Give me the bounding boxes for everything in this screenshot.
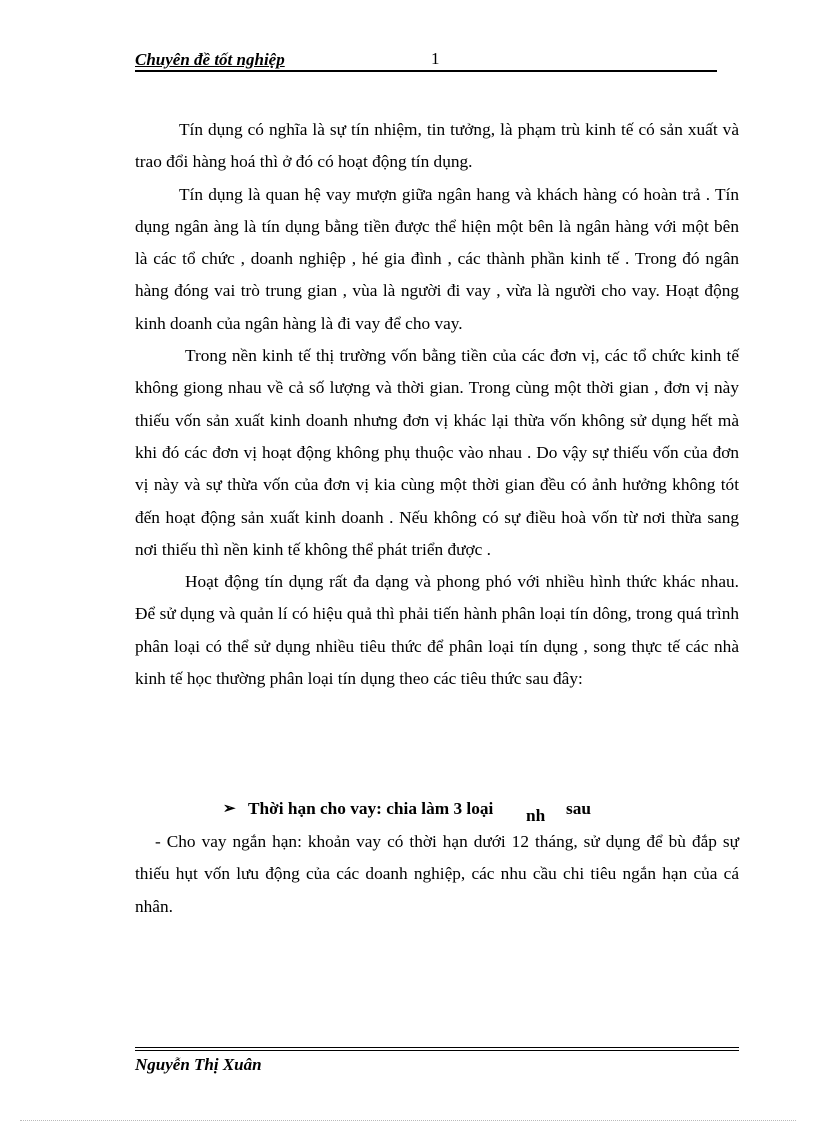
page-header <box>135 48 717 72</box>
page-bottom-border <box>20 1120 796 1121</box>
arrow-bullet-icon: ➢ <box>223 801 236 817</box>
list-item: - Cho vay ngắn hạn: khoản vay có thời hạn dưới 12 tháng, sử dụng để bù đắp sự thiếu hụt vốn lưu động của các doanh nghiệp, các nhu cầu chi tiêu ngắn hạn của cá nhân. <box>135 832 739 916</box>
body-text <box>135 114 739 695</box>
paragraph: Tín dụng là quan hệ vay mượn giữa ngân hang và khách hàng có hoàn trả . Tín dụng ngân àng là tín dụng bằng tiền được thể hiện một bên là ngân hàng với một bên là các tổ chức , doanh nghiệp , hé gia đình , các thành phần kinh tế . Trong đó ngân hàng đóng vai trò trung gian , vùa là người đi vay , vừa là người cho vay. Hoạt động kinh doanh của ngân hàng là đi vay để cho vay. <box>135 184 739 333</box>
author-name: Nguyễn Thị Xuân <box>135 1055 262 1074</box>
section-heading-fragment: nh <box>526 806 546 825</box>
section-heading-end: sau <box>566 799 591 818</box>
section-heading-text: Thời hạn cho vay: chia làm 3 loại <box>248 799 494 818</box>
paragraph: Hoạt động tín dụng rất đa dạng và phong phó với nhiều hình thức khác nhau. Để sử dụng và quản lí có hiệu quả thì phải tiến hành phân loại tín dông, trong quá trình phân loại có thể sử dụng nhiều tiêu thức để phân loại tín dụng , song thực tế các nhà kinh tế học thường phân loại tín dụng theo các tiêu thức sau đây: <box>135 572 739 689</box>
paragraph: Trong nền kinh tế thị trường vốn bằng tiền của các đơn vị, các tổ chức kinh tế không giong nhau về cả số lượng và thời gian. Trong cùng một thời gian , đơn vị này thiếu vốn sản xuất kinh doanh nhưng đơn vị khác lại thừa vốn không sử dụng hết mà khi đó các đơn vị hoạt động không phụ thuộc vào nhau . Do vậy sự thiếu vốn của đơn vị này và sự thừa vốn của đơn vị kia cùng một thời gian đều có ảnh hưởng không tót đến hoạt động sản xuất kinh doanh . Nếu không có sự điều hoà vốn từ nơi thừa sang nơi thiếu thì nền kinh tế không thể phát triển được . <box>135 346 739 559</box>
footer-divider <box>135 1047 739 1051</box>
section-heading <box>135 794 739 826</box>
document-title: Chuyên đề tốt nghiệp <box>135 50 285 69</box>
page-number: 1 <box>431 49 440 68</box>
list-text <box>135 826 739 923</box>
paragraph: Tín dụng có nghĩa là sự tín nhiệm, tin tưởng, là phạm trù kinh tế có sản xuất và trao đổi hàng hoá thì ở đó có hoạt động tín dụng. <box>135 120 739 172</box>
